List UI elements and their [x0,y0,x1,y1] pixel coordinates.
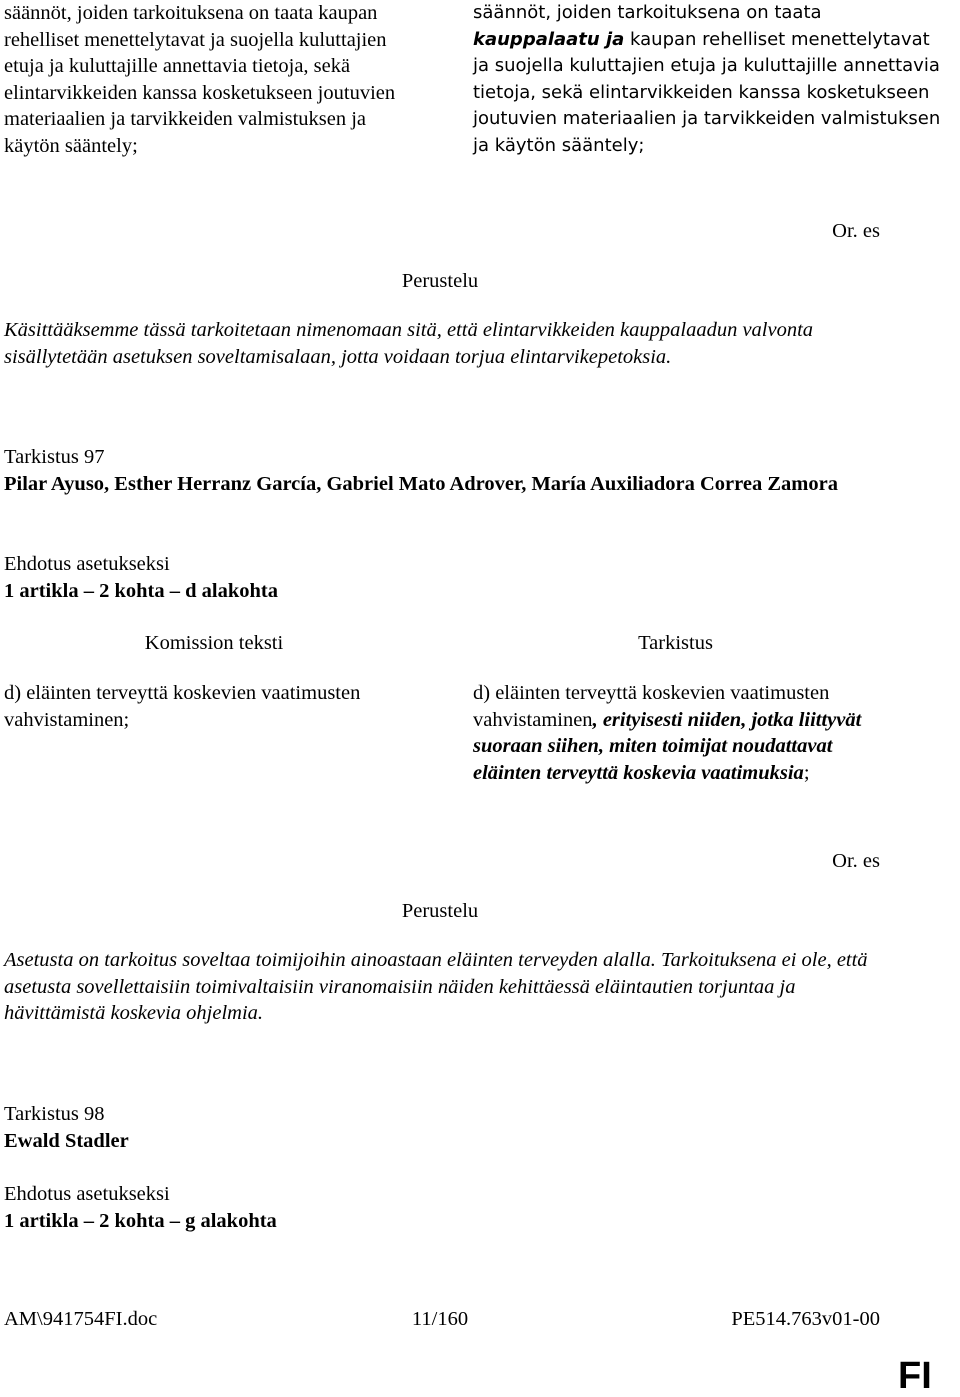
text-run: kaupan rehelliset menettelytavat ja suojella kuluttajien etuja ja kuluttajille annettavia tietoja, sekä elintarvikkeiden kanssa kosketukseen joutuvien materiaalien ja tarvikkeiden valmistuksen ja käytön sääntely; [473,28,941,156]
amendment-97-proposal: Ehdotus asetukseksi [4,553,170,575]
text-run: ; [803,761,810,784]
bold-italic-run: , erityisesti niiden, jotka liittyvät suoraan siihen, miten toimijat noudattavat eläinten terveyttä koskevia vaatimuksia [473,708,862,784]
original-language-1: Or. es [832,220,880,242]
text-run: säännöt, joiden tarkoituksena on taata [473,2,822,23]
block1-commission-text: säännöt, joiden tarkoituksena on taata kaupan rehelliset menettelytavat ja suojella kuluttajien etuja ja kuluttajille annettavia tietoja, sekä elintarvikkeiden kanssa kosketukseen joutuvien materiaalien ja tarvikkeiden valmistuksen ja käytön sääntely; [4,2,396,157]
block1-amendment-text [473,0,943,159]
language-code: FI [898,1355,932,1397]
amendment-heading: Tarkistus [638,632,713,654]
justification-text-2: Asetusta on tarkoitus soveltaa toimijoihin ainoastaan eläinten terveyden alalla. Tarkoituksena ei ole, että asetusta sovellettaisiin toimivaltaisiin viranomaisiin näiden kehittäessä eläintautien torjuntaa ja hävittämistä koskevia ohjelmia. [4,949,868,1024]
justification-heading-1: Perustelu [401,270,479,292]
text-run: d) eläinten terveyttä koskevien vaatimusten vahvistaminen [473,682,830,731]
amendment-97-commission-text: d) eläinten terveyttä koskevien vaatimusten vahvistaminen; [4,682,361,731]
bold-italic-run: kauppalaatu ja [473,28,625,50]
original-language-2: Or. es [832,850,880,872]
footer-page-number: 11/160 [411,1308,469,1330]
amendment-98-title: Tarkistus 98 [4,1103,105,1125]
amendment-97-article: 1 artikla – 2 kohta – d alakohta [4,580,278,602]
amendment-98-proposal: Ehdotus asetukseksi [4,1183,170,1205]
footer-pe-ref: PE514.763v01-00 [731,1308,880,1330]
amendment-98-author: Ewald Stadler [4,1130,129,1152]
justification-text-1: Käsittääksemme tässä tarkoitetaan nimenomaan sitä, että elintarvikkeiden kauppalaadun valvonta sisällytetään asetuksen soveltamisalaan, jotta voidaan torjua elintarvikepetoksia. [4,319,814,368]
amendment-98-article: 1 artikla – 2 kohta – g alakohta [4,1210,277,1232]
amendment-97-title: Tarkistus 97 [4,446,105,468]
footer-doc-ref: AM\941754FI.doc [4,1308,158,1330]
justification-heading-2: Perustelu [401,900,479,922]
commission-text-heading: Komission teksti [144,632,284,654]
amendment-97-authors: Pilar Ayuso, Esther Herranz García, Gabriel Mato Adrover, María Auxiliadora Correa Zamora [4,473,838,495]
amendment-97-amended-text [473,680,883,786]
